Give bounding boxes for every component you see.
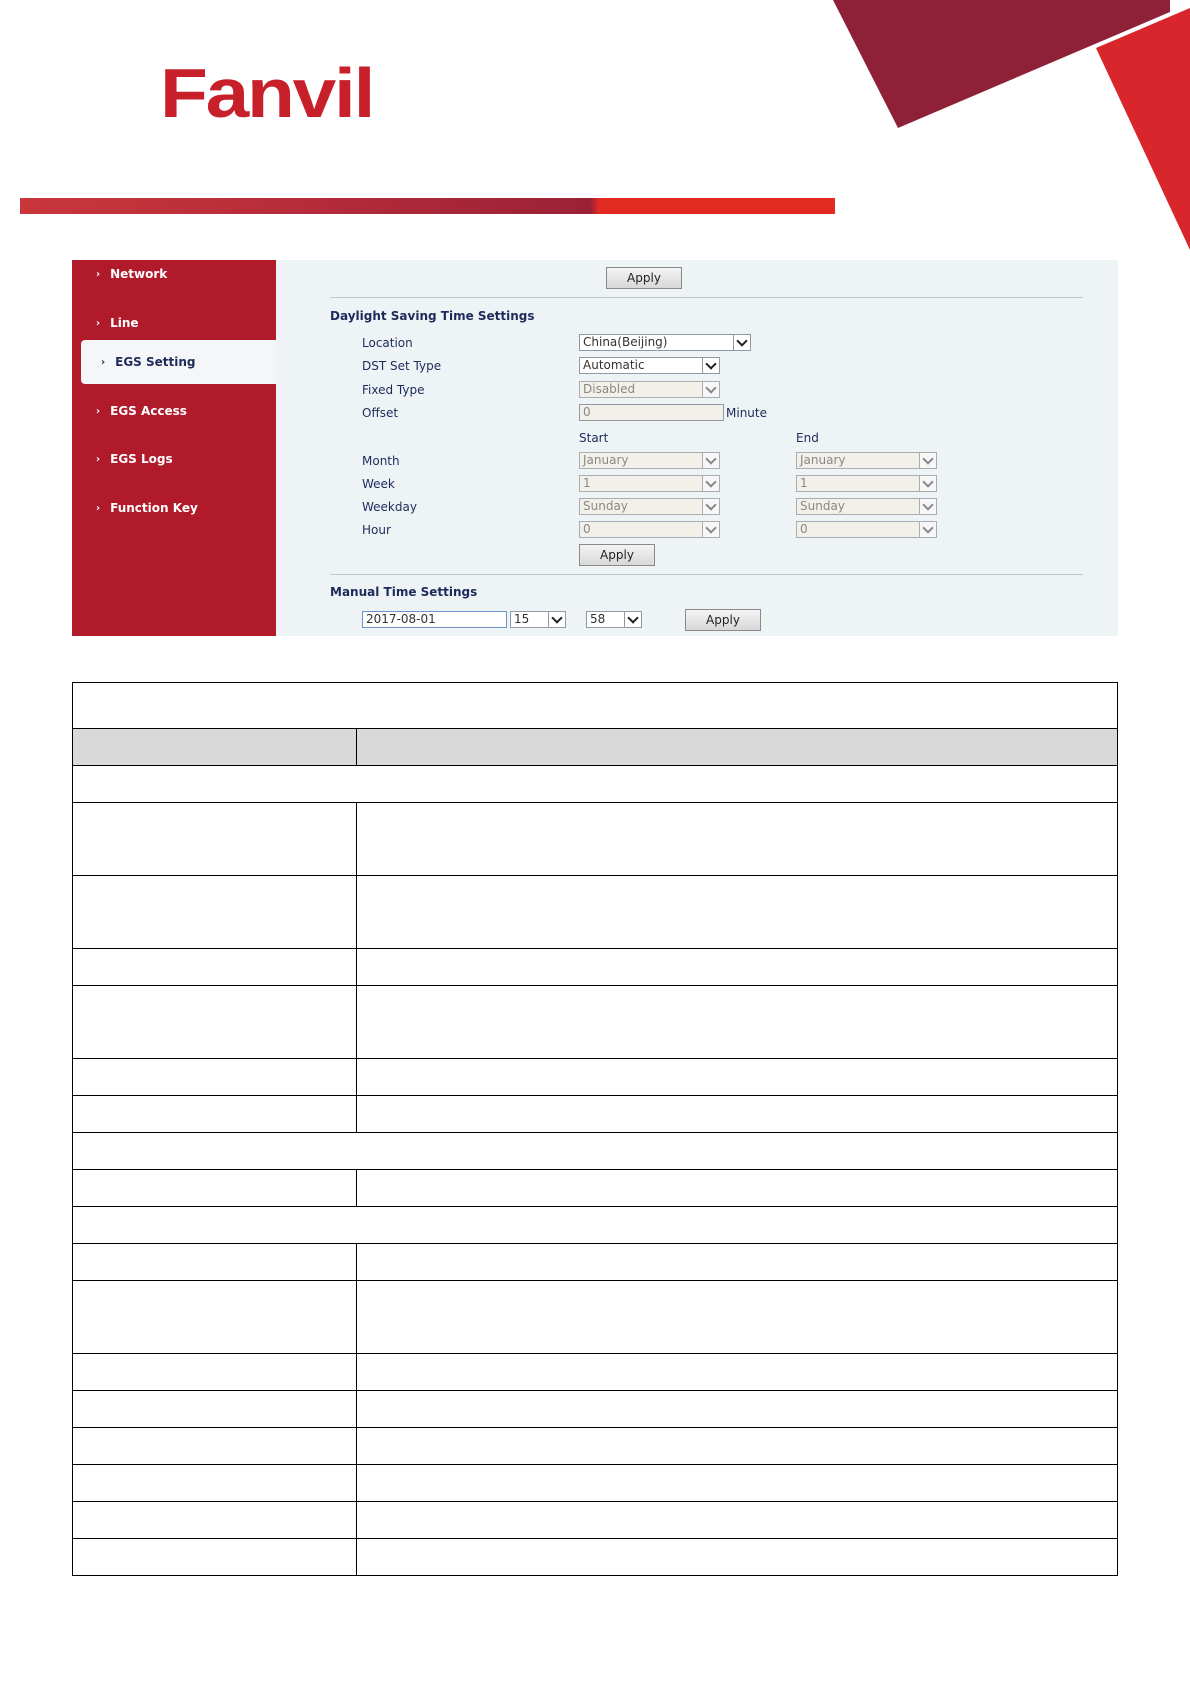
chevron-down-icon [919, 499, 936, 514]
chevron-down-icon [702, 476, 719, 491]
start-hour-select[interactable] [579, 521, 720, 538]
table-row [73, 1244, 1118, 1281]
table-cell [73, 683, 1118, 729]
table-cell [357, 1465, 1118, 1502]
fixed-type-select[interactable] [579, 381, 720, 398]
end-month-select[interactable] [796, 452, 937, 469]
table-header-cell [357, 729, 1118, 766]
divider [330, 297, 1083, 298]
sidebar-item-egs-access[interactable] [72, 389, 276, 433]
table-header-row [73, 729, 1118, 766]
table-cell [73, 1059, 357, 1096]
month-label: Month [362, 454, 400, 468]
start-week-select[interactable] [579, 475, 720, 492]
table-cell [73, 1096, 357, 1133]
sidebar-item-label: EGS Logs [110, 452, 173, 466]
sidebar-item-function-key[interactable] [72, 486, 276, 530]
location-select[interactable] [579, 334, 751, 351]
end-column-label: End [796, 431, 819, 445]
end-weekday-select[interactable] [796, 498, 937, 515]
dst-set-type-value: Automatic [583, 358, 645, 372]
end-week-value: 1 [800, 476, 808, 490]
header-bar [20, 198, 835, 214]
sidebar [72, 260, 276, 636]
manual-date-input[interactable]: 2017-08-01 [362, 611, 507, 628]
table-cell [73, 766, 1118, 803]
location-select-value: China(Beijing) [583, 335, 668, 349]
table-cell [73, 1170, 357, 1207]
dst-set-type-select[interactable] [579, 357, 720, 374]
table-cell [73, 1281, 357, 1354]
fixed-type-label: Fixed Type [362, 383, 425, 397]
chevron-down-icon [919, 453, 936, 468]
table-row [73, 1170, 1118, 1207]
sidebar-item-egs-setting[interactable] [81, 340, 276, 384]
manual-minute-value: 58 [590, 612, 606, 626]
table-cell [357, 1244, 1118, 1281]
table-row [73, 986, 1118, 1059]
settings-content [276, 260, 1118, 636]
table-cell [73, 803, 357, 876]
sidebar-item-label: EGS Access [110, 404, 187, 418]
end-hour-select[interactable] [796, 521, 937, 538]
table-row [73, 876, 1118, 949]
fanvil-logo: Fanvil [160, 54, 374, 132]
end-weekday-value: Sunday [800, 499, 845, 513]
table-cell [357, 1428, 1118, 1465]
table-section-row [73, 766, 1118, 803]
offset-unit: Minute [726, 406, 767, 420]
sidebar-item-label: EGS Setting [115, 355, 196, 369]
table-cell [73, 1391, 357, 1428]
table-cell [73, 1244, 357, 1281]
table-cell [357, 986, 1118, 1059]
table-cell [73, 1133, 1118, 1170]
start-weekday-value: Sunday [583, 499, 628, 513]
table-cell [73, 949, 357, 986]
end-month-value: January [800, 453, 846, 467]
table-cell [357, 1354, 1118, 1391]
table-title-row [73, 683, 1118, 729]
table-cell [357, 876, 1118, 949]
table-row [73, 1539, 1118, 1576]
table-cell [357, 1059, 1118, 1096]
chevron-right-icon: › [96, 317, 101, 329]
chevron-right-icon: › [96, 502, 101, 514]
divider [330, 574, 1083, 575]
table-section-row [73, 1207, 1118, 1244]
dst-set-type-label: DST Set Type [362, 359, 442, 373]
table-cell [357, 949, 1118, 986]
red-stripe [1096, 8, 1190, 250]
table-header-cell [73, 729, 357, 766]
manual-minute-select[interactable] [586, 611, 642, 628]
table-row [73, 949, 1118, 986]
table-cell [357, 1502, 1118, 1539]
start-weekday-select[interactable] [579, 498, 720, 515]
chevron-right-icon: › [96, 268, 101, 280]
table-row [73, 1502, 1118, 1539]
parameter-table [72, 682, 1118, 1576]
chevron-down-icon [624, 612, 641, 627]
end-hour-value: 0 [800, 522, 808, 536]
hour-label: Hour [362, 523, 391, 537]
start-month-select[interactable] [579, 452, 720, 469]
chevron-down-icon [919, 476, 936, 491]
sidebar-item-label: Function Key [110, 501, 198, 515]
table-cell [73, 876, 357, 949]
chevron-down-icon [919, 522, 936, 537]
chevron-down-icon [733, 335, 750, 350]
table-row [73, 1428, 1118, 1465]
table-row [73, 803, 1118, 876]
chevron-down-icon [702, 453, 719, 468]
table-row [73, 1059, 1118, 1096]
web-ui-screenshot [72, 260, 1118, 636]
chevron-down-icon [702, 499, 719, 514]
table-cell [357, 1096, 1118, 1133]
table-cell [357, 1391, 1118, 1428]
table-cell [73, 1428, 357, 1465]
weekday-label: Weekday [362, 500, 417, 514]
dst-apply-button[interactable]: Apply [579, 544, 655, 566]
start-month-value: January [583, 453, 629, 467]
table-cell [73, 1539, 357, 1576]
table-row [73, 1281, 1118, 1354]
week-label: Week [362, 477, 395, 491]
table-cell [357, 1539, 1118, 1576]
offset-input[interactable]: 0 [579, 404, 724, 421]
manual-hour-select[interactable] [510, 611, 566, 628]
chevron-down-icon [702, 522, 719, 537]
table-row [73, 1354, 1118, 1391]
sidebar-item-label: Network [110, 267, 168, 281]
sidebar-item-label: Line [110, 316, 139, 330]
chevron-right-icon: › [96, 405, 101, 417]
table-row [73, 1391, 1118, 1428]
offset-label: Offset [362, 406, 399, 420]
location-label: Location [362, 336, 413, 350]
start-hour-value: 0 [583, 522, 591, 536]
sidebar-item-egs-logs[interactable] [72, 437, 276, 481]
table-cell [357, 803, 1118, 876]
table-cell [73, 1354, 357, 1391]
chevron-right-icon: › [101, 356, 106, 368]
table-cell [73, 986, 357, 1059]
start-column-label: Start [579, 431, 609, 445]
table-cell [357, 1281, 1118, 1354]
table-cell [357, 1170, 1118, 1207]
table-cell [73, 1207, 1118, 1244]
manual-apply-button[interactable]: Apply [685, 609, 761, 631]
dst-section-title: Daylight Saving Time Settings [330, 309, 535, 323]
table-row [73, 1465, 1118, 1502]
end-week-select[interactable] [796, 475, 937, 492]
apply-button-top[interactable]: Apply [606, 267, 682, 289]
fixed-type-value: Disabled [583, 382, 636, 396]
manual-time-section-title: Manual Time Settings [330, 585, 478, 599]
chevron-down-icon [548, 612, 565, 627]
chevron-down-icon [702, 382, 719, 397]
table-section-row [73, 1133, 1118, 1170]
table-cell [73, 1465, 357, 1502]
table-row [73, 1096, 1118, 1133]
manual-hour-value: 15 [514, 612, 530, 626]
start-week-value: 1 [583, 476, 591, 490]
chevron-down-icon [702, 358, 719, 373]
chevron-right-icon: › [96, 453, 101, 465]
sidebar-item-line[interactable] [72, 301, 276, 345]
table-cell [73, 1502, 357, 1539]
sidebar-item-network[interactable] [72, 260, 276, 296]
